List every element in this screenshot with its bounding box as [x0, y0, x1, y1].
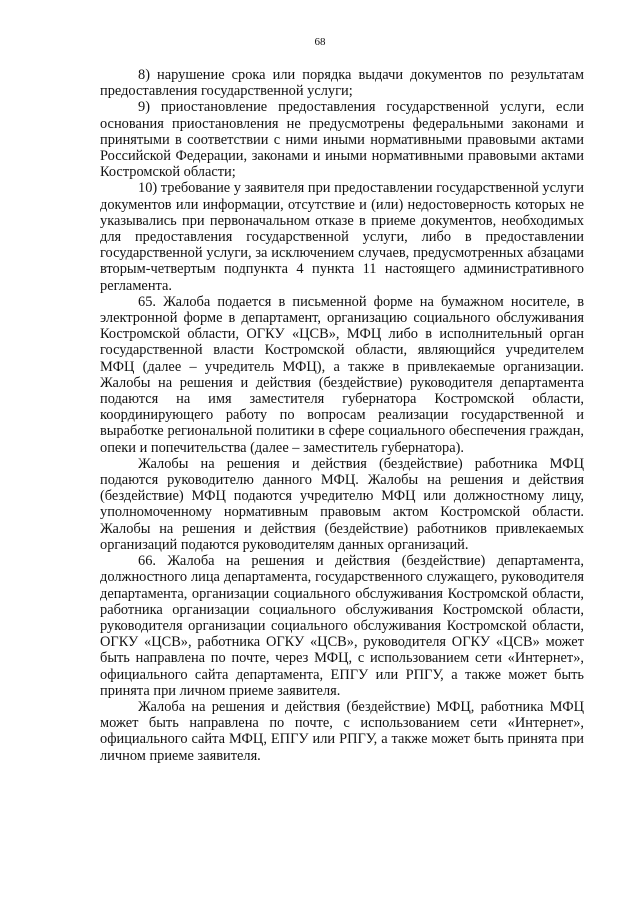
page-number: 68 — [314, 36, 326, 48]
paragraph-mfc-submission: Жалоба на решения и действия (бездействие) МФЦ, работника МФЦ может быть направлена по почте, с использованием сети «Интернет», официального сайта МФЦ, ЕПГУ или РПГУ, а также может быть принята при личном приеме заявителя. — [100, 698, 584, 764]
paragraph-item-9: 9) приостановление предоставления государственной услуги, если основания приостановления не предусмотрены федеральными законами и принятыми в соответствии с ними иными нормативными правовыми актами Российской Федерации, законами и иными нормативными правовыми актами Костромской области; — [100, 99, 584, 181]
paragraph-item-8: 8) нарушение срока или порядка выдачи документов по результатам предоставления государственной услуги; — [100, 67, 584, 100]
paragraph-mfc-complaints: Жалобы на решения и действия (бездействие) работника МФЦ подаются руководителю данного МФЦ. Жалобы на решения и действия (бездействие) МФЦ подаются учредителю МФЦ или должностному лицу, уполномоченному нормативным правовым актом Костромской области. Жалобы на решения и действия (бездействие) работников привлекаемых организаций подаются руководителям данных организаций. — [100, 455, 584, 553]
paragraph-item-10: 10) требование у заявителя при предоставлении государственной услуги документов или информации, отсутствие и (или) недостоверность которых не указывались при первоначальном отказе в приеме документов, необходимых для предоставления государственной услуги, либо в предоставлении государственной услуги, за исключением случаев, предусмотренных абзацами вторым-четвертым подпункта 4 пункта 11 настоящего административного регламента. — [100, 180, 584, 294]
paragraph-clause-65: 65. Жалоба подается в письменной форме на бумажном носителе, в электронной форме в департамент, организацию социального обслуживания Костромской области, ОГКУ «ЦСВ», МФЦ либо в исполнительный орган государственной власти Костромской области, являющийся учредителем МФЦ (далее – учредитель МФЦ), а также в привлекаемые организации. Жалобы на решения и действия (бездействие) руководителя департамента подаются на имя заместителя губернатора Костромской области, координирующего работу по вопросам реализации государственной и выработке региональной политики в сфере социального обеспечения граждан, опеки и попечительства (далее – заместитель губернатора). — [100, 293, 584, 456]
document-body — [100, 67, 584, 764]
paragraph-clause-66: 66. Жалоба на решения и действия (бездействие) департамента, должностного лица департамента, государственного служащего, руководителя департамента, организации социального обслуживания Костромской области, работника организации социального обслуживания Костромской области, руководителя организации социального обслуживания Костромской области, ОГКУ «ЦСВ», работника ОГКУ «ЦСВ», руководителя ОГКУ «ЦСВ» может быть направлена по почте, через МФЦ, с использованием сети «Интернет», официального сайта департамента, ЕПГУ или РПГУ, а также может быть принята при личном приеме заявителя. — [100, 553, 584, 699]
